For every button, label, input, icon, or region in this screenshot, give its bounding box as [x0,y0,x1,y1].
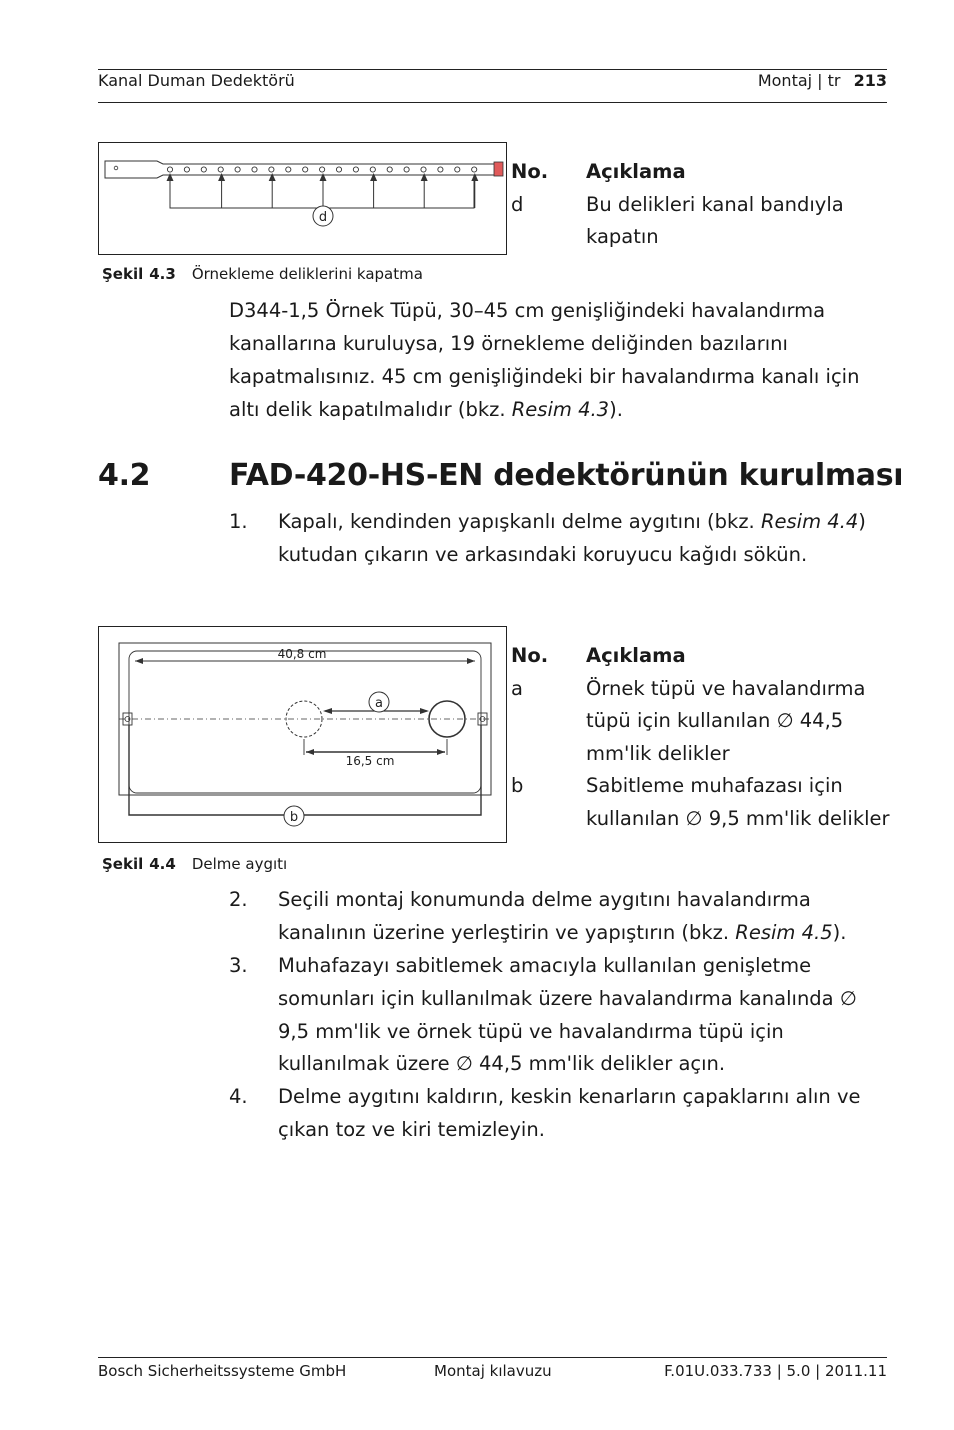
figure-reference: Resim 4.4 [760,510,859,533]
legend-row-no: d [511,192,524,216]
sampling-hole [421,167,426,172]
sampling-hole [269,167,274,172]
legend-col-no: No. [511,644,549,667]
sampling-hole [201,167,206,172]
figure-drilling-template [98,626,507,843]
header-bottom-rule [98,102,887,103]
step-text: Delme aygıtını kaldırın, keskin kenarların çapaklarını alın ve çıkan toz ve kiri temizleyin. [278,1085,861,1141]
sampling-hole [235,167,240,172]
legend-row [511,770,891,835]
sampling-hole [438,167,443,172]
figure-sampling-tube [98,142,507,255]
legend-header-row [511,156,891,189]
step-text-part: ). [832,920,847,944]
sampling-hole [387,167,392,172]
figure-4-3-caption [102,264,423,284]
step-4 [229,1081,894,1147]
legend-row-no: a [511,676,523,700]
paragraph-text: D344-1,5 Örnek Tüpü, 30–45 cm genişliğindeki havalandırma kanallarına kuruluysa, 19 örnekleme deliğinden bazılarını kapatmalısınız. 45 cm genişliğindeki bir havalandırma kanalı için altı delik kapatılmalıdır (bkz. [229,299,860,421]
sampling-hole [336,167,341,172]
footer-rule [98,1357,887,1358]
figure-4-4-legend [511,640,891,835]
step-text-part: Seçili montaj konumunda delme aygıtını havalandırma kanalının üzerine yerleştirin ve yapıştırın (bkz. [278,888,811,944]
figure-reference: Resim 4.3 [511,398,610,421]
sampling-hole [286,167,291,172]
sampling-hole [320,167,325,172]
legend-header-row [511,640,891,673]
section-heading [98,456,903,496]
header-section-label: Montaj | tr [757,71,841,90]
sampling-hole [455,167,460,172]
sampling-hole [252,167,257,172]
sampling-hole [218,167,223,172]
hole-arrow-head [269,173,276,181]
dimension-spacing-label: 16,5 cm [345,754,395,768]
sampling-hole [404,167,409,172]
legend-row-no: b [511,774,524,797]
step-text: Muhafazayı sabitlemek amacıyla kullanılan genişletme somunları için kullanılmak üzere havalandırma kanalında ∅ 9,5 mm'lik ve örnek tüpü ve havalandırma tüpü için kullanılmak üzere ∅ 44,5 mm'lik delikler açın. [278,954,857,1076]
sampling-hole [353,167,358,172]
header-page-number: 213 [853,71,887,90]
caption-number: 4.3 [149,265,176,283]
hole-arrow-head [421,173,428,181]
legend-col-no: No. [511,160,549,183]
step-number: 3. [229,954,248,977]
legend-col-desc: Açıklama [586,644,686,667]
step-text [278,506,894,572]
hole-arrow-head [370,173,377,181]
legend-row-desc: Sabitleme muhafazası için kullanılan ∅ 9,5 mm'lik delikler [586,774,890,830]
footer-company: Bosch Sicherheitssysteme GmbH [98,1362,347,1380]
step-text-part: Kapalı, kendinden yapışkanlı delme aygıtını (bkz. [278,510,761,533]
step-number: 1. [229,510,248,533]
drilling-template-drawing [99,627,506,842]
step-number: 4. [229,1085,248,1108]
step-3 [229,950,894,1081]
footer-doc-type: Montaj kılavuzu [434,1362,552,1380]
sampling-hole [370,167,375,172]
step-number: 2. [229,888,248,911]
callout-b-label: b [289,810,299,825]
sampling-hole [167,167,172,172]
sampling-holes [167,167,476,172]
hole-arrow-head [320,173,327,181]
caption-label: Şekil [102,265,144,283]
caption-text: Örnekleme deliklerini kapatma [191,265,423,283]
hole-arrow-head [471,173,478,181]
footer-doc-id: F.01U.033.733 | 5.0 | 2011.11 [664,1362,887,1380]
hole-arrow-head [218,173,225,181]
paragraph-text-end: ). [609,398,623,421]
step-1 [229,506,894,572]
legend-row [511,189,891,254]
section-title: FAD-420-HS-EN dedektörünün kurulması [229,458,904,493]
legend-col-desc: Açıklama [586,160,686,183]
sampling-hole [184,167,189,172]
callout-d-label: d [318,210,328,225]
figure-4-3-legend [511,156,891,254]
step-text [278,884,894,950]
caption-text: Delme aygıtı [191,855,288,873]
sampling-hole [303,167,308,172]
figure-reference: Resim 4.5 [735,920,833,944]
header-section [758,70,887,92]
sampling-hole [472,167,477,172]
legend-row [511,673,891,771]
sampling-tube-drawing [99,143,506,254]
hole-arrow-head [167,173,174,181]
header-doc-title: Kanal Duman Dedektörü [98,71,295,90]
section-number: 4.2 [98,458,151,493]
legend-row-desc: Bu delikleri kanal bandıyla kapatın [586,192,844,248]
caption-number: 4.4 [149,855,176,873]
body-paragraph [229,294,889,426]
callout-a-label: a [375,696,383,711]
step-2 [229,884,894,950]
legend-row-desc: Örnek tüpü ve havalandırma tüpü için kullanılan ∅ 44,5 mm'lik delikler [586,676,866,765]
step-text-part: ) kutudan çıkarın ve arkasındaki koruyucu kağıdı sökün. [278,510,866,566]
caption-label: Şekil [102,855,144,873]
dimension-width-label: 40,8 cm [277,647,327,661]
end-cap-marker [494,162,503,176]
hole-arrows [167,173,479,208]
figure-4-4-caption [102,854,287,874]
